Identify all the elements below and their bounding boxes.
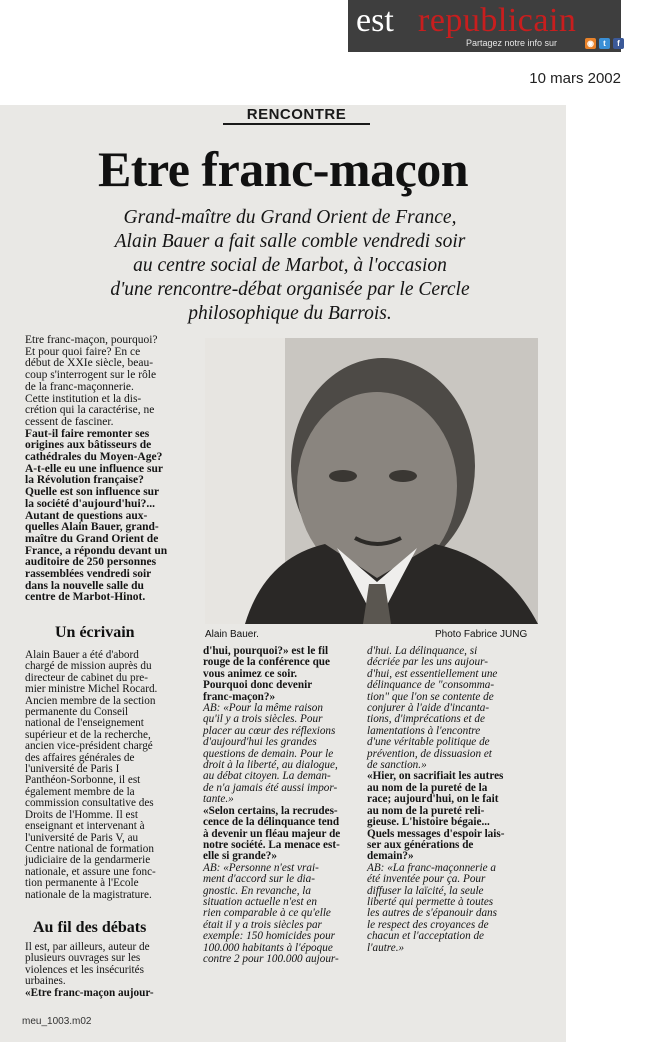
article-rubric: RENCONTRE [223,106,370,125]
text-line: quelles Alain Bauer, grand- [25,521,159,534]
article-intro [25,335,201,604]
text-line: gnostic. En revanche, la [203,884,312,897]
text-line: «Hier, on sacrifiait les autres [367,770,504,783]
text-line: ancien vice-président chargé [25,740,153,753]
text-line: début de XXIe siècle, beau- [25,357,154,370]
lead-line: au centre social de Marbot, à l'occasion [133,255,447,276]
text-line: tions, d'imprécations et de [367,713,485,726]
text-line: judiciaire de la gendarmerie [25,854,151,867]
text-line: Alain Bauer a été d'abord [25,649,139,661]
text-line: le respect des croyances de [367,918,489,931]
text-line: liberté qui permette à toutes [367,895,494,908]
text-line: au débat citoyen. La deman- [203,770,331,783]
text-line: des affaires générales de [25,751,135,764]
twitter-icon[interactable]: t [599,38,610,49]
text-line: d'hui. La délinquance, si [367,645,478,657]
text-line: «Etre franc-maçon aujour- [25,986,154,999]
text-line: AB: «Personne n'est vrai- [203,861,319,874]
lead-line: Grand-maître du Grand Orient de France, [123,207,457,228]
text-line: ser aux générations de [367,838,474,851]
text-line: questions de demain. Pour le [203,747,334,760]
facebook-icon[interactable]: f [613,38,624,49]
text-line: la société d'aujourd'hui?... [25,497,156,510]
text-line: ment d'accord sur le dia- [203,873,315,886]
text-line: nationale, et assure une fonc- [25,865,156,878]
text-line: commission consultative des [25,797,154,810]
text-line: «Selon certains, la recrudes- [203,804,338,817]
text-line: contre 2 pour 100.000 aujour- [203,952,339,965]
text-line: tion" que l'on se contente de [367,690,494,703]
text-line: prévention, de dissuasion et [367,747,492,760]
text-line: délinquance de "consomma- [367,679,495,692]
text-line: demain?» [367,850,414,863]
text-line: au nom de la pureté reli- [367,804,485,817]
text-line: rien comparable à ce qu'elle [203,907,331,920]
text-line: d'une véritable politique de [367,736,490,749]
text-line: l'autre.» [367,941,405,954]
text-line: rouge de la conférence que [203,656,330,669]
text-line: Quels messages d'espoir lais- [367,827,505,840]
text-line: gieuse. L'histoire bégaie... [367,816,490,829]
article-lead [40,206,540,326]
text-line: de n'a jamais été aussi impor- [203,781,338,794]
text-line: Autant de questions aux- [25,509,148,522]
text-line: notre société. La menace est- [203,838,340,851]
text-line: cathédrales du Moyen-Age? [25,451,163,464]
text-line: de sanction.» [367,759,427,772]
text-line: crétion qui la caractérise, ne [25,404,155,417]
text-line: chacun et l'acceptation de [367,930,485,943]
text-line: violences et les insécurités [25,963,144,976]
article-column-1 [25,650,201,901]
text-line: Ancien membre de la section [25,694,156,707]
text-line: Et pour quoi faire? En ce [25,345,141,358]
text-line: qu'il y a trois siècles. Pour [203,713,323,726]
photo-credit: Photo Fabrice JUNG [435,629,528,640]
lead-line: Alain Bauer a fait salle comble vendredi soir [114,231,466,252]
text-line: les autres de s'épanouir dans [367,907,498,920]
text-line: origines aux bâtisseurs de [25,439,152,452]
text-line: cence de la délinquance tend [203,816,340,829]
portrait-photo [205,338,538,624]
logo-text-republicain: republicain [418,2,577,39]
text-line: de la franc-maçonnerie. [25,380,134,393]
text-line: chargé de mission auprès du [25,660,152,673]
text-line: cessent de fasciner. [25,415,114,428]
text-line: également membre de la [25,785,135,798]
lead-line: philosophique du Barrois. [188,303,392,324]
text-line: permanente du Conseil [25,706,129,719]
lead-line: d'une rencontre-débat organisée par le Cercle [110,279,470,300]
text-line: conjurer à l'aide d'incanta- [367,702,490,715]
text-line: Droits de l'Homme. Il est [25,808,138,821]
text-line: Etre franc-maçon, pourquoi? [25,334,158,346]
text-line: Centre national de formation [25,842,154,855]
text-line: coup s'interrogent sur le rôle [25,369,157,382]
text-line: tante.» [203,793,234,806]
text-line: urbaines. [25,975,66,988]
text-line: exemple: 150 homicides pour [203,930,336,943]
portrait-illustration [205,338,538,624]
article-column-3 [367,646,543,954]
text-line: Quelle est son influence sur [25,486,160,499]
text-line: Cette institution et la dis- [25,392,142,405]
text-line: vous animez ce soir. [203,667,298,680]
text-line: était il y a trois siècles par [203,918,322,931]
text-line: franc-maçon?» [203,690,276,703]
text-line: directeur de cabinet du pre- [25,671,148,684]
text-line: placer au cœur des réflexions [203,724,336,737]
text-line: Panthéon-Sorbonne, il est [25,774,141,787]
text-line: rassemblées vendredi soir [25,568,152,581]
text-line: race; aujourd'hui, on le fait [367,793,499,806]
text-line: enseignant et intervenant à [25,820,145,833]
text-line: l'université de Paris V, au [25,831,139,844]
text-line: mier ministre Michel Rocard. [25,683,158,696]
article-column-1-end [25,942,201,999]
text-line: Il est, par ailleurs, auteur de [25,941,150,953]
text-line: à devenir un fléau majeur de [203,827,341,840]
article-column-2 [203,646,358,965]
text-line: AB: «Pour la même raison [203,702,323,715]
text-line: droit à la liberté, au dialogue, [203,759,338,772]
text-line: Pourquoi donc devenir [203,679,313,692]
text-line: décriée par les uns aujour- [367,656,488,669]
text-line: supérieur et de la recherche, [25,728,151,741]
rss-icon[interactable]: ◉ [585,38,596,49]
text-line: 100.000 habitants à l'époque [203,941,333,954]
text-line: France, a répondu devant un [25,544,168,557]
subheading-un-ecrivain: Un écrivain [55,624,135,641]
text-line: été inventée pour ça. Pour [367,873,486,886]
publication-date: 10 mars 2002 [529,70,621,87]
text-line: tion permanente à l'Ecole [25,877,139,890]
article-title: Etre franc-maçon [97,141,469,197]
text-line: Faut-il faire remonter ses [25,427,150,440]
text-line: l'université de Paris I [25,763,120,776]
text-line: plusieurs ouvrages sur les [25,952,141,965]
text-line: AB: «La franc-maçonnerie a [367,861,496,874]
text-line: lamentations à l'encontre [367,724,481,737]
text-line: national de l'enseignement [25,717,144,730]
subheading-au-fil-des-debats: Au fil des débats [33,919,147,936]
text-line: au nom de la pureté de la [367,781,488,794]
text-line: la Révolution française? [25,474,144,487]
text-line: elle si grande?» [203,850,277,863]
logo-text-est: est [356,2,394,39]
text-line: dans la nouvelle salle du [25,579,144,592]
photo-caption: Alain Bauer. [205,629,259,640]
text-line: centre de Marbot-Hinot. [25,591,146,604]
text-line: situation actuelle n'est en [203,895,317,908]
share-tagline: Partagez notre info sur [466,38,558,48]
text-line: auditoire de 250 personnes [25,556,157,569]
est-republicain-logo[interactable] [348,0,621,52]
text-line: d'hui, est essentiellement une [367,667,498,680]
text-line: maître du Grand Orient de [25,532,159,545]
text-line: d'aujourd'hui les grandes [203,736,317,749]
file-reference: meu_1003.m02 [22,1016,92,1027]
text-line: nationale de la magistrature. [25,888,152,901]
text-line: d'hui, pourquoi?» est le fil [203,645,329,657]
text-line: diffuser la laïcité, la seule [367,884,484,897]
text-line: A-t-elle eu une influence sur [25,462,163,475]
